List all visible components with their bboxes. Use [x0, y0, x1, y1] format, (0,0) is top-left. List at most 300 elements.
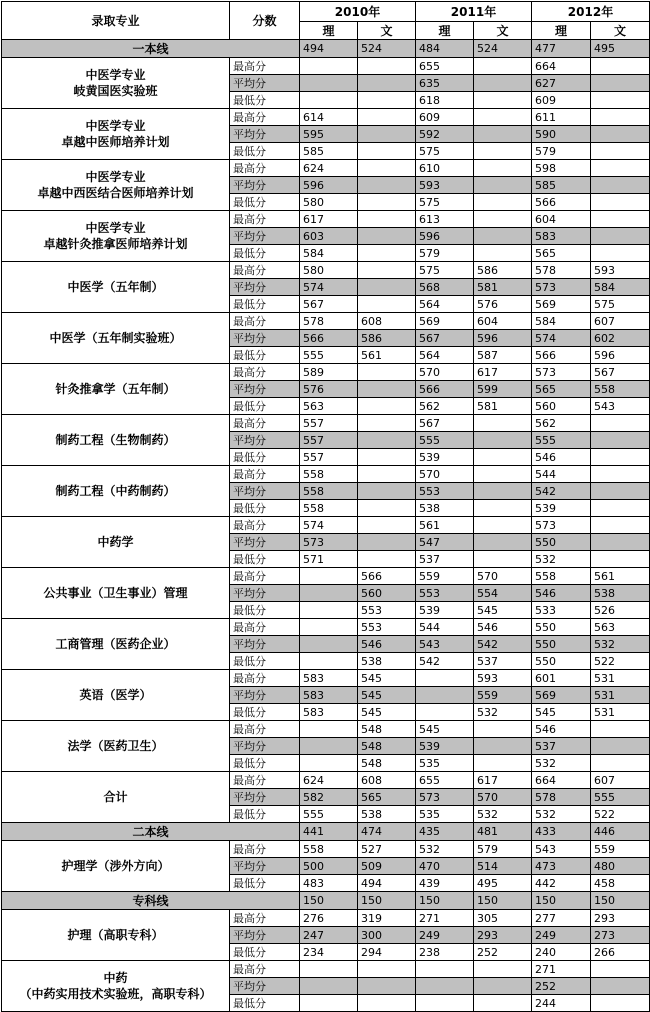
- score-cell: 570: [416, 466, 474, 483]
- metric-label: 平均分: [230, 636, 300, 653]
- score-cell: [474, 228, 532, 245]
- score-cell: 293: [474, 927, 532, 944]
- metric-label: 最高分: [230, 568, 300, 585]
- score-cell: 610: [416, 160, 474, 177]
- score-cell: [474, 211, 532, 228]
- score-cell: [474, 551, 532, 568]
- score-cell: 578: [532, 262, 591, 279]
- table-row: [2, 670, 650, 687]
- major-name: 中医学（五年制）: [2, 262, 230, 313]
- score-cell: 238: [416, 944, 474, 961]
- score-cell: 545: [358, 687, 416, 704]
- score-cell: [358, 58, 416, 75]
- score-cell: 587: [474, 347, 532, 364]
- score-cell: [591, 211, 650, 228]
- metric-label: 最高分: [230, 517, 300, 534]
- score-cell: 602: [591, 330, 650, 347]
- score-cell: [474, 483, 532, 500]
- score-cell: 581: [474, 398, 532, 415]
- score-cell: 538: [358, 806, 416, 823]
- science-header: 理: [416, 22, 474, 40]
- score-cell: [300, 961, 358, 978]
- score-cell: [358, 978, 416, 995]
- score-cell: [474, 58, 532, 75]
- score-cell: 240: [532, 944, 591, 961]
- score-cell: 473: [532, 858, 591, 875]
- score-cell: 566: [300, 330, 358, 347]
- score-cell: [416, 687, 474, 704]
- score-cell: 533: [532, 602, 591, 619]
- score-cell: 271: [416, 910, 474, 927]
- major-name: 护理学（涉外方向）: [2, 841, 230, 892]
- score-cell: 578: [532, 789, 591, 806]
- score-cell: [358, 109, 416, 126]
- table-row: [2, 211, 650, 228]
- metric-label: 最高分: [230, 58, 300, 75]
- score-cell: 596: [591, 347, 650, 364]
- year-header: 2012年: [532, 2, 650, 22]
- score-cell: 559: [591, 841, 650, 858]
- score-cell: [358, 500, 416, 517]
- table-body: [2, 40, 650, 1012]
- score-cell: 532: [532, 551, 591, 568]
- tier-cutoff-cell: 435: [416, 823, 474, 841]
- tier-cutoff-cell: 481: [474, 823, 532, 841]
- table-row: [2, 961, 650, 978]
- tier-cutoff-cell: 441: [300, 823, 358, 841]
- score-cell: [358, 92, 416, 109]
- score-cell: 624: [300, 160, 358, 177]
- score-cell: 544: [416, 619, 474, 636]
- score-cell: 542: [416, 653, 474, 670]
- score-cell: [358, 517, 416, 534]
- score-cell: [474, 466, 532, 483]
- score-cell: 558: [532, 568, 591, 585]
- score-cell: 532: [474, 806, 532, 823]
- score-cell: 599: [474, 381, 532, 398]
- score-cell: 583: [532, 228, 591, 245]
- score-cell: [358, 961, 416, 978]
- score-cell: 583: [300, 704, 358, 721]
- metric-label: 最低分: [230, 944, 300, 961]
- score-cell: 545: [532, 704, 591, 721]
- score-cell: [358, 262, 416, 279]
- major-name: 中医学（五年制实验班）: [2, 313, 230, 364]
- score-cell: 522: [591, 653, 650, 670]
- table-row: [2, 262, 650, 279]
- major-name: 英语（医学）: [2, 670, 230, 721]
- score-cell: 555: [300, 806, 358, 823]
- metric-label: 最低分: [230, 347, 300, 364]
- major-name: 中药学: [2, 517, 230, 568]
- score-cell: [474, 534, 532, 551]
- score-cell: 579: [532, 143, 591, 160]
- score-cell: 567: [416, 330, 474, 347]
- score-cell: 494: [358, 875, 416, 892]
- tier-cutoff-cell: 150: [532, 892, 591, 910]
- score-cell: 555: [591, 789, 650, 806]
- score-cell: 593: [591, 262, 650, 279]
- score-cell: 545: [474, 602, 532, 619]
- score-cell: [358, 279, 416, 296]
- score-cell: [591, 432, 650, 449]
- major-name: 工商管理（医药企业）: [2, 619, 230, 670]
- score-cell: [300, 619, 358, 636]
- header-row: [2, 2, 650, 22]
- metric-label: 最高分: [230, 415, 300, 432]
- score-cell: [358, 296, 416, 313]
- score-cell: [591, 75, 650, 92]
- score-cell: 593: [416, 177, 474, 194]
- score-cell: [358, 398, 416, 415]
- score-cell: 604: [474, 313, 532, 330]
- major-name: 中医学专业 岐黄国医实验班: [2, 58, 230, 109]
- score-cell: [474, 177, 532, 194]
- score-cell: 532: [532, 806, 591, 823]
- table-row: [2, 772, 650, 789]
- table-row: [2, 109, 650, 126]
- major-name: 公共事业（卫生事业）管理: [2, 568, 230, 619]
- score-cell: [591, 58, 650, 75]
- metric-label: 最低分: [230, 143, 300, 160]
- metric-label: 最低分: [230, 398, 300, 415]
- score-cell: 277: [532, 910, 591, 927]
- score-cell: [474, 755, 532, 772]
- metric-label: 最高分: [230, 364, 300, 381]
- tier-cutoff-cell: 524: [358, 40, 416, 58]
- score-cell: 573: [532, 279, 591, 296]
- major-name: 法学（医药卫生）: [2, 721, 230, 772]
- score-cell: 611: [532, 109, 591, 126]
- score-cell: 532: [474, 704, 532, 721]
- score-cell: 568: [416, 279, 474, 296]
- score-cell: 558: [300, 483, 358, 500]
- score-cell: 249: [416, 927, 474, 944]
- score-cell: 305: [474, 910, 532, 927]
- score-cell: 546: [474, 619, 532, 636]
- score-cell: 273: [591, 927, 650, 944]
- score-cell: [474, 415, 532, 432]
- score-cell: [358, 177, 416, 194]
- admission-score-table: [1, 1, 650, 1012]
- major-name: 中药 （中药实用技术实验班，高职专科）: [2, 961, 230, 1012]
- score-cell: [591, 92, 650, 109]
- metric-label: 最高分: [230, 619, 300, 636]
- score-cell: 607: [591, 772, 650, 789]
- score-cell: 609: [532, 92, 591, 109]
- table-row: [2, 313, 650, 330]
- score-cell: 531: [591, 704, 650, 721]
- table-row: [2, 58, 650, 75]
- score-cell: 655: [416, 772, 474, 789]
- score-cell: [591, 143, 650, 160]
- table-row: [2, 721, 650, 738]
- score-cell: 604: [532, 211, 591, 228]
- score-cell: 550: [532, 653, 591, 670]
- major-name: 针灸推拿学（五年制）: [2, 364, 230, 415]
- metric-label: 平均分: [230, 432, 300, 449]
- score-cell: 539: [416, 449, 474, 466]
- table-row: [2, 841, 650, 858]
- score-cell: [591, 415, 650, 432]
- score-cell: 608: [358, 313, 416, 330]
- major-name: 制药工程（生物制药）: [2, 415, 230, 466]
- score-cell: [591, 961, 650, 978]
- score-cell: [474, 245, 532, 262]
- score-cell: 575: [416, 143, 474, 160]
- tier-cutoff-cell: 474: [358, 823, 416, 841]
- score-cell: [474, 517, 532, 534]
- score-cell: [300, 653, 358, 670]
- score-cell: [591, 738, 650, 755]
- major-name: 合计: [2, 772, 230, 823]
- score-cell: 595: [300, 126, 358, 143]
- tier-name: 专科线: [2, 892, 300, 910]
- score-cell: 514: [474, 858, 532, 875]
- arts-header: 文: [591, 22, 650, 40]
- metric-label: 平均分: [230, 330, 300, 347]
- score-cell: 555: [532, 432, 591, 449]
- year-header: 2010年: [300, 2, 416, 22]
- score-cell: [591, 194, 650, 211]
- tier-row: [2, 892, 650, 910]
- score-cell: 569: [416, 313, 474, 330]
- score-cell: [591, 109, 650, 126]
- score-cell: 234: [300, 944, 358, 961]
- score-cell: 596: [300, 177, 358, 194]
- score-cell: 546: [532, 449, 591, 466]
- science-header: 理: [532, 22, 591, 40]
- arts-header: 文: [358, 22, 416, 40]
- metric-label: 最低分: [230, 449, 300, 466]
- score-cell: 566: [532, 347, 591, 364]
- score-cell: 480: [591, 858, 650, 875]
- score-cell: [358, 160, 416, 177]
- score-cell: 560: [532, 398, 591, 415]
- score-cell: [358, 449, 416, 466]
- score-cell: 565: [532, 245, 591, 262]
- score-cell: [300, 978, 358, 995]
- score-cell: 537: [474, 653, 532, 670]
- metric-label: 最高分: [230, 262, 300, 279]
- score-cell: [358, 75, 416, 92]
- metric-label: 平均分: [230, 738, 300, 755]
- metric-label: 最高分: [230, 466, 300, 483]
- score-cell: 576: [474, 296, 532, 313]
- major-column-header: 录取专业: [2, 2, 230, 40]
- score-cell: 627: [532, 75, 591, 92]
- score-cell: [474, 75, 532, 92]
- score-cell: 624: [300, 772, 358, 789]
- metric-label: 最高分: [230, 772, 300, 789]
- score-cell: [591, 995, 650, 1012]
- tier-cutoff-cell: 524: [474, 40, 532, 58]
- score-cell: 252: [474, 944, 532, 961]
- score-cell: 574: [300, 279, 358, 296]
- score-cell: 566: [532, 194, 591, 211]
- tier-name: 二本线: [2, 823, 300, 841]
- score-cell: [358, 551, 416, 568]
- metric-label: 最高分: [230, 721, 300, 738]
- metric-label: 最低分: [230, 245, 300, 262]
- score-cell: [416, 978, 474, 995]
- score-cell: [300, 755, 358, 772]
- score-cell: 584: [532, 313, 591, 330]
- score-cell: 509: [358, 858, 416, 875]
- score-cell: 617: [474, 364, 532, 381]
- score-cell: [358, 995, 416, 1012]
- score-cell: 579: [416, 245, 474, 262]
- metric-label: 平均分: [230, 927, 300, 944]
- score-cell: 522: [591, 806, 650, 823]
- score-cell: 607: [591, 313, 650, 330]
- score-cell: [416, 670, 474, 687]
- score-cell: 582: [300, 789, 358, 806]
- score-cell: 558: [300, 841, 358, 858]
- score-cell: 562: [532, 415, 591, 432]
- metric-label: 平均分: [230, 789, 300, 806]
- score-cell: 271: [532, 961, 591, 978]
- score-cell: 538: [358, 653, 416, 670]
- score-cell: [358, 534, 416, 551]
- arts-header: 文: [474, 22, 532, 40]
- metric-label: 最高分: [230, 670, 300, 687]
- score-cell: 539: [416, 738, 474, 755]
- score-cell: 617: [474, 772, 532, 789]
- score-cell: 575: [416, 194, 474, 211]
- score-cell: [300, 602, 358, 619]
- score-cell: 538: [591, 585, 650, 602]
- score-cell: 593: [474, 670, 532, 687]
- score-cell: 538: [416, 500, 474, 517]
- score-cell: 583: [300, 670, 358, 687]
- score-cell: 589: [300, 364, 358, 381]
- tier-cutoff-cell: 150: [358, 892, 416, 910]
- score-cell: 573: [532, 364, 591, 381]
- score-cell: [474, 143, 532, 160]
- score-cell: 293: [591, 910, 650, 927]
- score-cell: 581: [474, 279, 532, 296]
- score-cell: 570: [474, 568, 532, 585]
- score-cell: 575: [416, 262, 474, 279]
- score-cell: 542: [474, 636, 532, 653]
- score-cell: 553: [358, 602, 416, 619]
- score-cell: 542: [532, 483, 591, 500]
- score-cell: 266: [591, 944, 650, 961]
- metric-label: 最高分: [230, 109, 300, 126]
- score-cell: [358, 126, 416, 143]
- score-cell: 558: [300, 500, 358, 517]
- score-column-header: 分数: [230, 2, 300, 40]
- score-cell: 546: [532, 585, 591, 602]
- tier-row: [2, 40, 650, 58]
- score-cell: 586: [474, 262, 532, 279]
- score-cell: [474, 160, 532, 177]
- score-cell: 532: [416, 841, 474, 858]
- score-cell: [591, 177, 650, 194]
- score-cell: 294: [358, 944, 416, 961]
- score-cell: 548: [358, 721, 416, 738]
- score-cell: [358, 228, 416, 245]
- score-cell: 537: [532, 738, 591, 755]
- score-cell: [591, 551, 650, 568]
- score-cell: 664: [532, 772, 591, 789]
- score-cell: [300, 568, 358, 585]
- metric-label: 最低分: [230, 755, 300, 772]
- score-cell: 575: [591, 296, 650, 313]
- metric-label: 最高分: [230, 313, 300, 330]
- score-cell: 535: [416, 806, 474, 823]
- score-cell: 545: [358, 670, 416, 687]
- table-row: [2, 466, 650, 483]
- metric-label: 最低分: [230, 995, 300, 1012]
- score-cell: 558: [591, 381, 650, 398]
- score-cell: 527: [358, 841, 416, 858]
- metric-label: 最低分: [230, 551, 300, 568]
- score-cell: 550: [532, 636, 591, 653]
- score-cell: 495: [474, 875, 532, 892]
- tier-cutoff-cell: 446: [591, 823, 650, 841]
- score-cell: [416, 704, 474, 721]
- metric-label: 平均分: [230, 687, 300, 704]
- score-cell: 564: [416, 296, 474, 313]
- score-cell: 574: [300, 517, 358, 534]
- score-cell: 561: [416, 517, 474, 534]
- score-cell: 573: [416, 789, 474, 806]
- metric-label: 平均分: [230, 585, 300, 602]
- tier-cutoff-cell: 484: [416, 40, 474, 58]
- score-cell: 319: [358, 910, 416, 927]
- score-cell: 244: [532, 995, 591, 1012]
- score-cell: 276: [300, 910, 358, 927]
- score-cell: 601: [532, 670, 591, 687]
- score-cell: 500: [300, 858, 358, 875]
- score-cell: 543: [416, 636, 474, 653]
- score-cell: 603: [300, 228, 358, 245]
- score-cell: 586: [358, 330, 416, 347]
- score-cell: [300, 92, 358, 109]
- score-cell: 563: [591, 619, 650, 636]
- score-cell: 579: [474, 841, 532, 858]
- score-cell: 531: [591, 670, 650, 687]
- score-cell: [300, 58, 358, 75]
- score-cell: 570: [416, 364, 474, 381]
- score-cell: [474, 432, 532, 449]
- score-cell: 564: [416, 347, 474, 364]
- score-cell: [474, 978, 532, 995]
- score-cell: 531: [591, 687, 650, 704]
- score-cell: 570: [474, 789, 532, 806]
- score-cell: 470: [416, 858, 474, 875]
- metric-label: 最低分: [230, 806, 300, 823]
- score-cell: [591, 245, 650, 262]
- score-cell: 618: [416, 92, 474, 109]
- score-cell: [591, 500, 650, 517]
- score-cell: [474, 961, 532, 978]
- tier-cutoff-cell: 433: [532, 823, 591, 841]
- score-cell: 559: [416, 568, 474, 585]
- tier-cutoff-cell: 150: [416, 892, 474, 910]
- score-cell: 558: [300, 466, 358, 483]
- metric-label: 最低分: [230, 194, 300, 211]
- score-cell: 590: [532, 126, 591, 143]
- score-cell: 557: [300, 432, 358, 449]
- score-cell: 596: [416, 228, 474, 245]
- metric-label: 平均分: [230, 126, 300, 143]
- score-cell: 562: [416, 398, 474, 415]
- score-cell: [591, 126, 650, 143]
- metric-label: 平均分: [230, 177, 300, 194]
